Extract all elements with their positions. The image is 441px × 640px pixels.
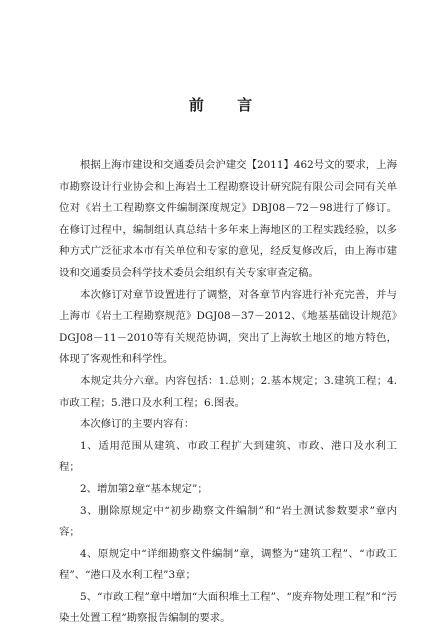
paragraph-main-changes-intro: 本次修订的主要内容有： bbox=[80, 418, 195, 431]
list-item-change-3: 3、删除原规定中“初步勘察文件编制”和“岩土测试参数要求”章内容； bbox=[59, 504, 397, 539]
paragraph-background: 根据上海市建设和交通委员会沪建交【2011】462号文的要求，上海市勘察设计行业协会和上海岩土工程勘察设计研究院有限公司会同有关单位对《岩土工程勘察文件编制深度规定》DBJ08－72－98进行了修订。在修订过程中，编制组认真总结十多年来上海地区的工程实践经验，以多种方式广泛征求本市有关单位和专家的意见，经反复修改后，由上海市建设和交通委员会科学技术委员会组织有关专家审查定稿。 bbox=[59, 159, 397, 279]
list-item-change-2: 2、增加第2章“基本规定”； bbox=[80, 482, 208, 495]
list-item-change-5: 5、“市政工程”章中增加“大面积堆土工程”、“废弃物处理工程”和“污染土处置工程”勘察报告编制的要求。 bbox=[59, 590, 397, 625]
list-item-change-4: 4、原规定中“详细勘察文件编制”章，调整为“建筑工程”、“市政工程”、“港口及水利工程”3章； bbox=[59, 547, 397, 582]
paragraph-chapters: 本规定共分六章。内容包括：1.总则；2.基本规定；3.建筑工程；4.市政工程；5.港口及水利工程；6.图表。 bbox=[59, 374, 397, 409]
page-title: 前 言 bbox=[188, 96, 267, 114]
list-item-change-1: 1、适用范围从建筑、市政工程扩大到建筑、市政、港口及水利工程； bbox=[59, 439, 397, 474]
paragraph-revision-scope: 本次修订对章节设置进行了调整，对各章节内容进行补充完善，并与上海市《岩土工程勘察规范》DGJ08－37－2012、《地基基础设计规范》DGJ08－11－2010等有关规范协调，突出了上海软土地区的地方特色，体现了客观性和科学性。 bbox=[59, 288, 397, 366]
body-text bbox=[59, 155, 397, 630]
